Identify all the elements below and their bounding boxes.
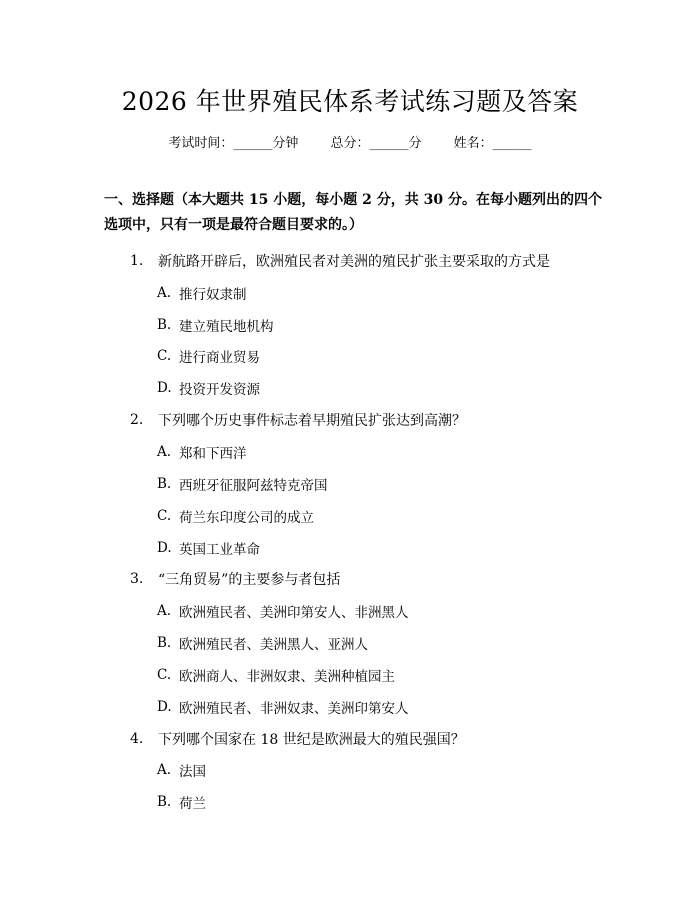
option-letter: B. — [157, 316, 172, 333]
option-1-c — [0, 341, 700, 373]
option-letter: C. — [157, 348, 172, 365]
option-letter: C. — [157, 666, 172, 683]
option-letter: A. — [157, 284, 172, 301]
question-number: 4. — [130, 730, 144, 747]
question-number: 2. — [130, 412, 144, 429]
option-text: 荷兰东印度公司的成立 — [179, 509, 314, 526]
option-letter: D. — [157, 539, 172, 556]
option-text: 英国工业革命 — [179, 541, 260, 558]
option-2-c — [0, 500, 700, 532]
option-4-b — [0, 786, 700, 818]
option-3-d — [0, 691, 700, 723]
option-letter: B. — [157, 794, 172, 811]
option-2-b — [0, 468, 700, 500]
student-name-field: 姓名：______ — [453, 136, 532, 151]
page-title: 2026 年世界殖民体系考试练习题及答案 — [121, 87, 579, 116]
option-1-a — [0, 277, 700, 309]
option-text: 进行商业贸易 — [179, 350, 260, 367]
question-1 — [0, 245, 700, 277]
option-letter: A. — [157, 443, 172, 460]
option-letter: A. — [157, 603, 172, 620]
option-text: 郑和下西洋 — [179, 445, 247, 462]
option-1-b — [0, 309, 700, 341]
exam-time-field: 考试时间：______分钟 — [168, 136, 299, 151]
option-text: 欧洲商人、非洲奴隶、美洲种植园主 — [179, 668, 395, 685]
option-3-b — [0, 627, 700, 659]
option-letter: D. — [157, 380, 172, 397]
question-text: 下列哪个历史事件标志着早期殖民扩张达到高潮？ — [158, 413, 466, 430]
option-4-a — [0, 755, 700, 787]
option-2-d — [0, 532, 700, 564]
question-number: 1. — [130, 252, 144, 269]
section-heading: 一、选择题（本大题共 15 小题，每小题 2 分，共 30 分。在每小题列出的四个选项中，只有一项是最符合题目要求的。） — [104, 192, 602, 233]
option-letter: B. — [157, 635, 172, 652]
question-list — [0, 245, 700, 818]
question-2 — [0, 404, 700, 436]
option-text: 荷兰 — [179, 796, 206, 813]
question-text: 下列哪个国家在 18 世纪是欧洲最大的殖民强国？ — [158, 731, 465, 748]
option-letter: B. — [157, 475, 172, 492]
option-text: 欧洲殖民者、美洲印第安人、非洲黑人 — [179, 605, 409, 622]
option-text: 投资开发资源 — [179, 382, 260, 399]
question-4 — [0, 723, 700, 755]
option-3-c — [0, 659, 700, 691]
option-text: 欧洲殖民者、非洲奴隶、美洲印第安人 — [179, 700, 409, 717]
option-2-a — [0, 436, 700, 468]
option-1-d — [0, 372, 700, 404]
question-text: “三角贸易”的主要参与者包括 — [158, 572, 341, 589]
question-3 — [0, 563, 700, 595]
exam-meta — [0, 132, 700, 151]
option-text: 法国 — [179, 764, 206, 781]
total-score-field: 总分：______分 — [330, 136, 422, 151]
question-number: 3. — [130, 571, 144, 588]
option-letter: C. — [157, 507, 172, 524]
option-letter: A. — [157, 762, 172, 779]
question-text: 新航路开辟后，欧洲殖民者对美洲的殖民扩张主要采取的方式是 — [158, 253, 550, 270]
option-text: 建立殖民地机构 — [179, 318, 274, 335]
option-text: 推行奴隶制 — [179, 286, 247, 303]
option-3-a — [0, 595, 700, 627]
option-text: 西班牙征服阿兹特克帝国 — [179, 477, 328, 494]
option-text: 欧洲殖民者、美洲黑人、亚洲人 — [179, 637, 368, 654]
option-letter: D. — [157, 698, 172, 715]
